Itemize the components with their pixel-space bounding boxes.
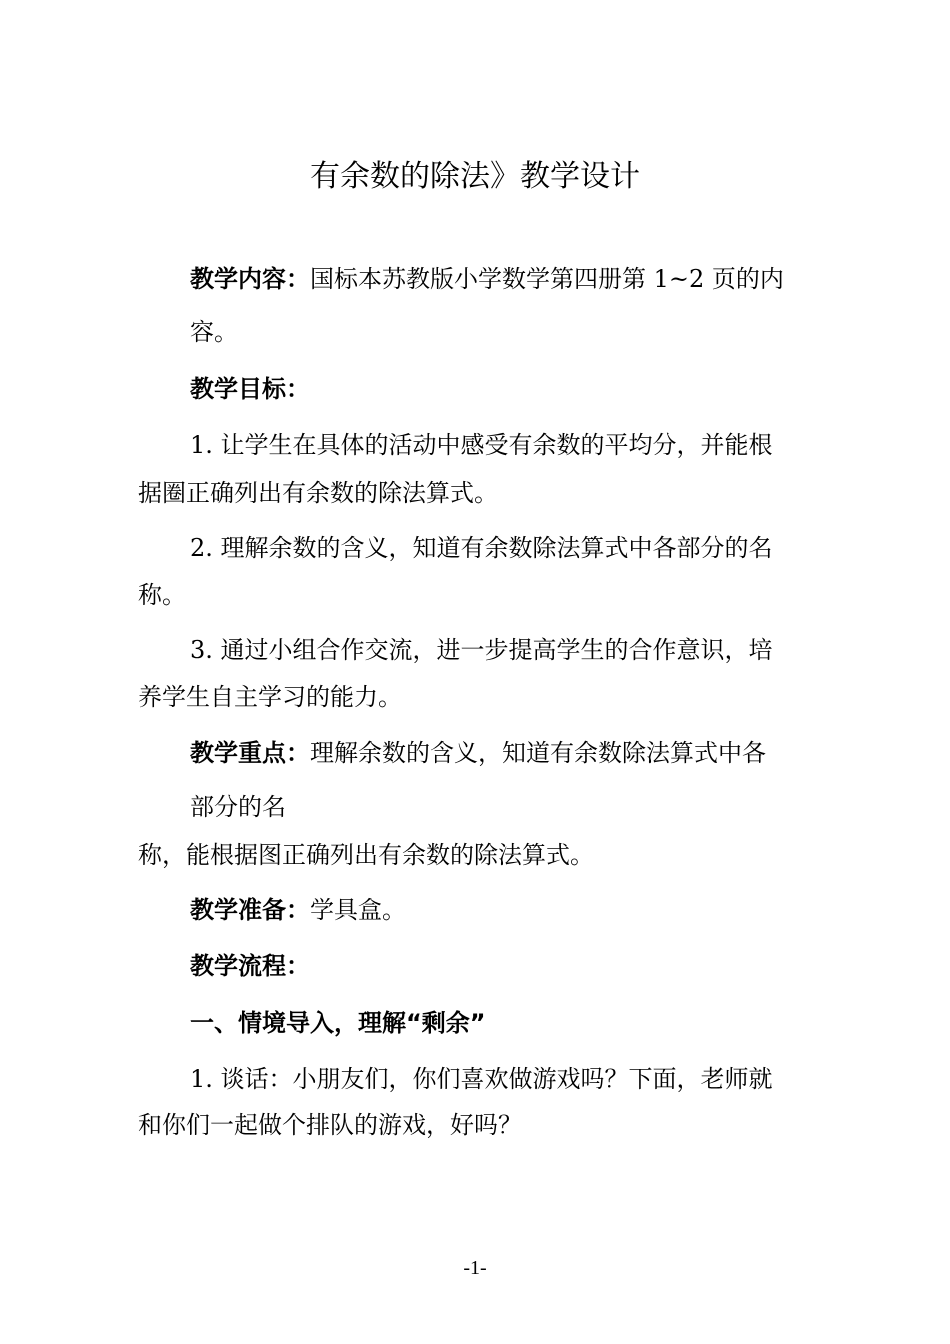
content-text-line2: 容。 bbox=[190, 318, 238, 346]
preparation-text: 学具盒。 bbox=[310, 896, 406, 924]
goal-item-1-line2: 据圈正确列出有余数的除法算式。 bbox=[138, 479, 498, 507]
goal-item-3-line2: 养学生自主学习的能力。 bbox=[138, 683, 402, 711]
key-points-paragraph bbox=[190, 738, 766, 768]
key-points-label: 教学重点： bbox=[190, 739, 310, 767]
goal-item-2-line1: 2. 理解余数的含义，知道有余数除法算式中各部分的名 bbox=[190, 534, 773, 562]
page-number: -1- bbox=[463, 1257, 487, 1279]
key-points-text-line1: 理解余数的含义，知道有余数除法算式中各 bbox=[310, 739, 766, 767]
content-paragraph bbox=[190, 264, 784, 294]
goal-item-1-line1: 1. 让学生在具体的活动中感受有余数的平均分，并能根 bbox=[190, 431, 773, 459]
goal-item-3-line1: 3. 通过小组合作交流，进一步提高学生的合作意识，培 bbox=[190, 636, 773, 664]
content-text-line1: 国标本苏教版小学数学第四册第 1~2 页的内 bbox=[310, 265, 784, 293]
key-points-text-line2: 部分的名 bbox=[190, 793, 286, 821]
key-points-text-line3: 称，能根据图正确列出有余数的除法算式。 bbox=[138, 841, 594, 869]
document-title: 有余数的除法》教学设计 bbox=[310, 159, 640, 194]
preparation-paragraph bbox=[190, 895, 406, 925]
section-1-heading: 一、情境导入，理解“剩余” bbox=[190, 1009, 486, 1037]
preparation-label: 教学准备： bbox=[190, 896, 310, 924]
section-1-item-1-line2: 和你们一起做个排队的游戏，好吗？ bbox=[138, 1111, 522, 1139]
goal-item-2-line2: 称。 bbox=[138, 581, 186, 609]
section-1-item-1-line1: 1. 谈话：小朋友们，你们喜欢做游戏吗？下面，老师就 bbox=[190, 1065, 773, 1093]
content-label: 教学内容： bbox=[190, 265, 310, 293]
process-label: 教学流程： bbox=[190, 952, 310, 980]
goals-label: 教学目标： bbox=[190, 375, 310, 403]
